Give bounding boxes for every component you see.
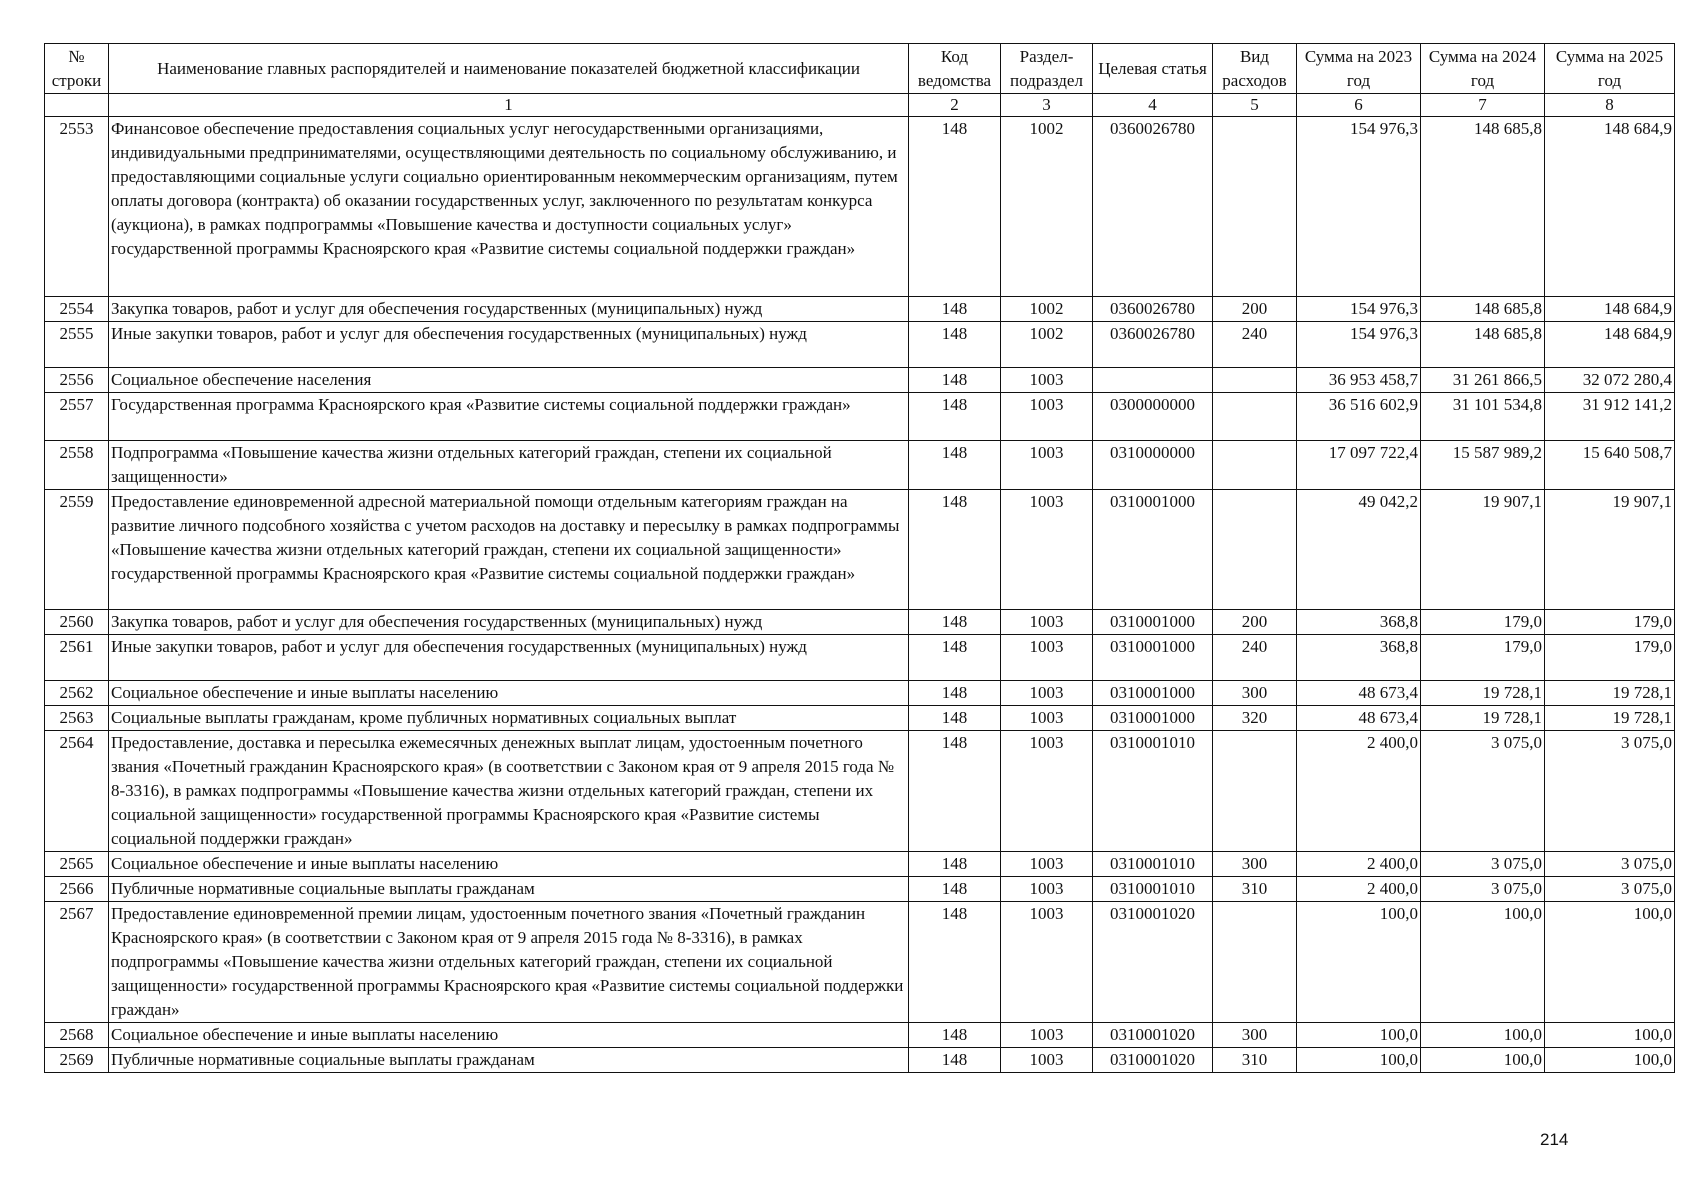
row-number: 2563	[45, 706, 109, 731]
row-target-code: 0360026780	[1093, 322, 1213, 368]
header-number: 7	[1421, 94, 1545, 117]
row-number: 2555	[45, 322, 109, 368]
row-kind-code	[1213, 731, 1297, 852]
row-sum-2023: 154 976,3	[1297, 297, 1421, 322]
row-target-code: 0310001000	[1093, 490, 1213, 610]
row-dept-code: 148	[909, 297, 1001, 322]
table-row	[45, 706, 1675, 731]
header-number: 4	[1093, 94, 1213, 117]
table-row	[45, 681, 1675, 706]
row-name: Социальное обеспечение населения	[109, 368, 909, 393]
row-sum-2025: 19 907,1	[1545, 490, 1675, 610]
row-sum-2025: 148 684,9	[1545, 117, 1675, 297]
row-sum-2024: 3 075,0	[1421, 852, 1545, 877]
row-sum-2024: 19 728,1	[1421, 681, 1545, 706]
row-name: Иные закупки товаров, работ и услуг для обеспечения государственных (муниципальных) нужд	[109, 635, 909, 681]
row-kind-code	[1213, 393, 1297, 441]
row-section-code: 1003	[1001, 877, 1093, 902]
row-section-code: 1003	[1001, 731, 1093, 852]
row-sum-2023: 36 516 602,9	[1297, 393, 1421, 441]
row-sum-2024: 148 685,8	[1421, 297, 1545, 322]
table-row	[45, 393, 1675, 441]
row-dept-code: 148	[909, 902, 1001, 1023]
row-kind-code: 300	[1213, 681, 1297, 706]
header-number: 2	[909, 94, 1001, 117]
row-kind-code: 310	[1213, 1048, 1297, 1073]
row-name: Социальное обеспечение и иные выплаты населению	[109, 681, 909, 706]
row-target-code: 0310001000	[1093, 635, 1213, 681]
row-number: 2553	[45, 117, 109, 297]
row-sum-2025: 15 640 508,7	[1545, 441, 1675, 490]
row-name: Государственная программа Красноярского края «Развитие системы социальной поддержки граждан»	[109, 393, 909, 441]
row-section-code: 1003	[1001, 706, 1093, 731]
header-number: 5	[1213, 94, 1297, 117]
row-target-code: 0310001020	[1093, 902, 1213, 1023]
row-sum-2025: 179,0	[1545, 610, 1675, 635]
row-number: 2554	[45, 297, 109, 322]
row-sum-2024: 179,0	[1421, 610, 1545, 635]
table-row	[45, 902, 1675, 1023]
row-sum-2025: 31 912 141,2	[1545, 393, 1675, 441]
row-name: Социальные выплаты гражданам, кроме публичных нормативных социальных выплат	[109, 706, 909, 731]
row-name: Публичные нормативные социальные выплаты гражданам	[109, 1048, 909, 1073]
table-row	[45, 852, 1675, 877]
row-sum-2023: 49 042,2	[1297, 490, 1421, 610]
row-sum-2025: 100,0	[1545, 1023, 1675, 1048]
header-sum-2023: Сумма на 2023 год	[1297, 44, 1421, 94]
row-number: 2559	[45, 490, 109, 610]
row-sum-2023: 2 400,0	[1297, 852, 1421, 877]
row-name: Социальное обеспечение и иные выплаты населению	[109, 852, 909, 877]
row-section-code: 1003	[1001, 1048, 1093, 1073]
row-name: Закупка товаров, работ и услуг для обеспечения государственных (муниципальных) нужд	[109, 610, 909, 635]
row-sum-2025: 3 075,0	[1545, 852, 1675, 877]
row-sum-2024: 31 261 866,5	[1421, 368, 1545, 393]
row-sum-2025: 3 075,0	[1545, 731, 1675, 852]
row-sum-2025: 3 075,0	[1545, 877, 1675, 902]
row-sum-2023: 2 400,0	[1297, 731, 1421, 852]
budget-table	[44, 43, 1675, 1073]
row-section-code: 1002	[1001, 322, 1093, 368]
header-number-row	[45, 94, 1675, 117]
header-sum-2025: Сумма на 2025 год	[1545, 44, 1675, 94]
row-dept-code: 148	[909, 368, 1001, 393]
header-row	[45, 44, 1675, 94]
row-name: Закупка товаров, работ и услуг для обеспечения государственных (муниципальных) нужд	[109, 297, 909, 322]
row-sum-2023: 100,0	[1297, 902, 1421, 1023]
row-number: 2568	[45, 1023, 109, 1048]
row-section-code: 1003	[1001, 441, 1093, 490]
row-sum-2023: 48 673,4	[1297, 681, 1421, 706]
row-sum-2025: 100,0	[1545, 1048, 1675, 1073]
row-section-code: 1003	[1001, 902, 1093, 1023]
row-number: 2558	[45, 441, 109, 490]
row-target-code: 0310001010	[1093, 877, 1213, 902]
header-target: Целевая статья	[1093, 44, 1213, 94]
row-number: 2564	[45, 731, 109, 852]
row-number: 2557	[45, 393, 109, 441]
row-sum-2024: 31 101 534,8	[1421, 393, 1545, 441]
row-dept-code: 148	[909, 706, 1001, 731]
row-sum-2024: 3 075,0	[1421, 731, 1545, 852]
row-sum-2023: 100,0	[1297, 1048, 1421, 1073]
row-dept-code: 148	[909, 681, 1001, 706]
row-sum-2023: 368,8	[1297, 610, 1421, 635]
row-dept-code: 148	[909, 731, 1001, 852]
row-target-code	[1093, 368, 1213, 393]
row-section-code: 1003	[1001, 1023, 1093, 1048]
row-sum-2024: 100,0	[1421, 1023, 1545, 1048]
row-sum-2024: 3 075,0	[1421, 877, 1545, 902]
row-sum-2023: 154 976,3	[1297, 117, 1421, 297]
header-section: Раздел-подраздел	[1001, 44, 1093, 94]
row-sum-2023: 368,8	[1297, 635, 1421, 681]
row-kind-code: 200	[1213, 610, 1297, 635]
row-kind-code: 310	[1213, 877, 1297, 902]
row-target-code: 0310000000	[1093, 441, 1213, 490]
row-name: Публичные нормативные социальные выплаты гражданам	[109, 877, 909, 902]
row-sum-2024: 148 685,8	[1421, 117, 1545, 297]
row-number: 2561	[45, 635, 109, 681]
row-dept-code: 148	[909, 1023, 1001, 1048]
row-sum-2025: 19 728,1	[1545, 681, 1675, 706]
row-target-code: 0310001010	[1093, 852, 1213, 877]
row-dept-code: 148	[909, 393, 1001, 441]
table-row	[45, 322, 1675, 368]
row-dept-code: 148	[909, 117, 1001, 297]
row-sum-2023: 17 097 722,4	[1297, 441, 1421, 490]
row-target-code: 0310001000	[1093, 681, 1213, 706]
row-kind-code: 240	[1213, 322, 1297, 368]
row-number: 2560	[45, 610, 109, 635]
row-sum-2024: 19 907,1	[1421, 490, 1545, 610]
table-row	[45, 490, 1675, 610]
row-sum-2024: 19 728,1	[1421, 706, 1545, 731]
row-name: Предоставление, доставка и пересылка ежемесячных денежных выплат лицам, удостоенным почетного звания «Почетный гражданин Красноярского края» (в соответствии с Законом края от 9 апреля 2015 года № 8-3316), в рамках подпрограммы «Повышение качества жизни отдельных категорий граждан, степени их социальной защищенности» государственной программы Красноярского края «Развитие системы социальной поддержки граждан»	[109, 731, 909, 852]
header-number: 8	[1545, 94, 1675, 117]
row-kind-code	[1213, 368, 1297, 393]
row-number: 2569	[45, 1048, 109, 1073]
row-dept-code: 148	[909, 441, 1001, 490]
row-name: Социальное обеспечение и иные выплаты населению	[109, 1023, 909, 1048]
row-name: Предоставление единовременной премии лицам, удостоенным почетного звания «Почетный гражданин Красноярского края» (в соответствии с Законом края от 9 апреля 2015 года № 8-3316), в рамках подпрограммы «Повышение качества жизни отдельных категорий граждан, степени их социальной защищенности» государственной программы Красноярского края «Развитие системы социальной поддержки граждан»	[109, 902, 909, 1023]
header-sum-2024: Сумма на 2024 год	[1421, 44, 1545, 94]
row-sum-2025: 148 684,9	[1545, 322, 1675, 368]
row-target-code: 0310001010	[1093, 731, 1213, 852]
row-number: 2566	[45, 877, 109, 902]
row-target-code: 0310001020	[1093, 1048, 1213, 1073]
row-number: 2567	[45, 902, 109, 1023]
table-row	[45, 117, 1675, 297]
table-row	[45, 635, 1675, 681]
header-name: Наименование главных распорядителей и наименование показателей бюджетной классификации	[109, 44, 909, 94]
row-sum-2024: 179,0	[1421, 635, 1545, 681]
table-row	[45, 297, 1675, 322]
row-name: Подпрограмма «Повышение качества жизни отдельных категорий граждан, степени их социальной защищенности»	[109, 441, 909, 490]
row-kind-code	[1213, 441, 1297, 490]
row-sum-2025: 19 728,1	[1545, 706, 1675, 731]
header-number: 1	[109, 94, 909, 117]
row-section-code: 1003	[1001, 681, 1093, 706]
header-number: 6	[1297, 94, 1421, 117]
row-dept-code: 148	[909, 852, 1001, 877]
row-section-code: 1003	[1001, 635, 1093, 681]
row-name: Предоставление единовременной адресной материальной помощи отдельным категориям граждан на развитие личного подсобного хозяйства с учетом расходов на доставку и пересылку в рамках подпрограммы «Повышение качества жизни отдельных категорий граждан, степени их социальной защищенности» государственной программы Красноярского края «Развитие системы социальной поддержки граждан»	[109, 490, 909, 610]
page-number: 214	[1540, 1130, 1569, 1149]
row-kind-code: 300	[1213, 1023, 1297, 1048]
table-row	[45, 877, 1675, 902]
row-sum-2023: 48 673,4	[1297, 706, 1421, 731]
row-sum-2024: 100,0	[1421, 1048, 1545, 1073]
row-sum-2025: 148 684,9	[1545, 297, 1675, 322]
header-kind: Вид расходов	[1213, 44, 1297, 94]
row-section-code: 1003	[1001, 393, 1093, 441]
row-dept-code: 148	[909, 635, 1001, 681]
header-dept: Код ведомства	[909, 44, 1001, 94]
row-dept-code: 148	[909, 610, 1001, 635]
row-kind-code	[1213, 490, 1297, 610]
row-dept-code: 148	[909, 1048, 1001, 1073]
row-dept-code: 148	[909, 877, 1001, 902]
row-target-code: 0360026780	[1093, 117, 1213, 297]
row-number: 2556	[45, 368, 109, 393]
row-name: Финансовое обеспечение предоставления социальных услуг негосударственными организациями, индивидуальными предпринимателями, осуществляющими деятельность по социальному обслуживанию, и предоставляющими социальные услуги социально ориентированным некоммерческим организациям, путем оплаты договора (контракта) об оказании государственных услуг, заключенного по результатам конкурса (аукциона), в рамках подпрограммы «Повышение качества и доступности социальных услуг» государственной программы Красноярского края «Развитие системы социальной поддержки граждан»	[109, 117, 909, 297]
row-sum-2025: 179,0	[1545, 635, 1675, 681]
row-dept-code: 148	[909, 322, 1001, 368]
row-target-code: 0310001000	[1093, 610, 1213, 635]
row-kind-code: 240	[1213, 635, 1297, 681]
row-section-code: 1002	[1001, 297, 1093, 322]
row-target-code: 0310001000	[1093, 706, 1213, 731]
row-sum-2024: 15 587 989,2	[1421, 441, 1545, 490]
header-number-empty	[45, 94, 109, 117]
row-kind-code	[1213, 902, 1297, 1023]
table-row	[45, 1048, 1675, 1073]
row-sum-2024: 100,0	[1421, 902, 1545, 1023]
row-dept-code: 148	[909, 490, 1001, 610]
row-section-code: 1003	[1001, 368, 1093, 393]
row-sum-2025: 100,0	[1545, 902, 1675, 1023]
row-target-code: 0300000000	[1093, 393, 1213, 441]
table-row	[45, 441, 1675, 490]
row-kind-code: 300	[1213, 852, 1297, 877]
row-section-code: 1003	[1001, 490, 1093, 610]
header-number: 3	[1001, 94, 1093, 117]
row-target-code: 0360026780	[1093, 297, 1213, 322]
row-sum-2023: 2 400,0	[1297, 877, 1421, 902]
row-number: 2565	[45, 852, 109, 877]
row-sum-2024: 148 685,8	[1421, 322, 1545, 368]
table-row	[45, 1023, 1675, 1048]
row-sum-2025: 32 072 280,4	[1545, 368, 1675, 393]
row-sum-2023: 36 953 458,7	[1297, 368, 1421, 393]
row-kind-code	[1213, 117, 1297, 297]
table-row	[45, 368, 1675, 393]
row-name: Иные закупки товаров, работ и услуг для обеспечения государственных (муниципальных) нужд	[109, 322, 909, 368]
row-section-code: 1003	[1001, 610, 1093, 635]
row-sum-2023: 154 976,3	[1297, 322, 1421, 368]
row-section-code: 1002	[1001, 117, 1093, 297]
row-number: 2562	[45, 681, 109, 706]
row-sum-2023: 100,0	[1297, 1023, 1421, 1048]
table-row	[45, 731, 1675, 852]
header-row-no: № строки	[45, 44, 109, 94]
row-section-code: 1003	[1001, 852, 1093, 877]
row-kind-code: 200	[1213, 297, 1297, 322]
row-target-code: 0310001020	[1093, 1023, 1213, 1048]
table-row	[45, 610, 1675, 635]
row-kind-code: 320	[1213, 706, 1297, 731]
